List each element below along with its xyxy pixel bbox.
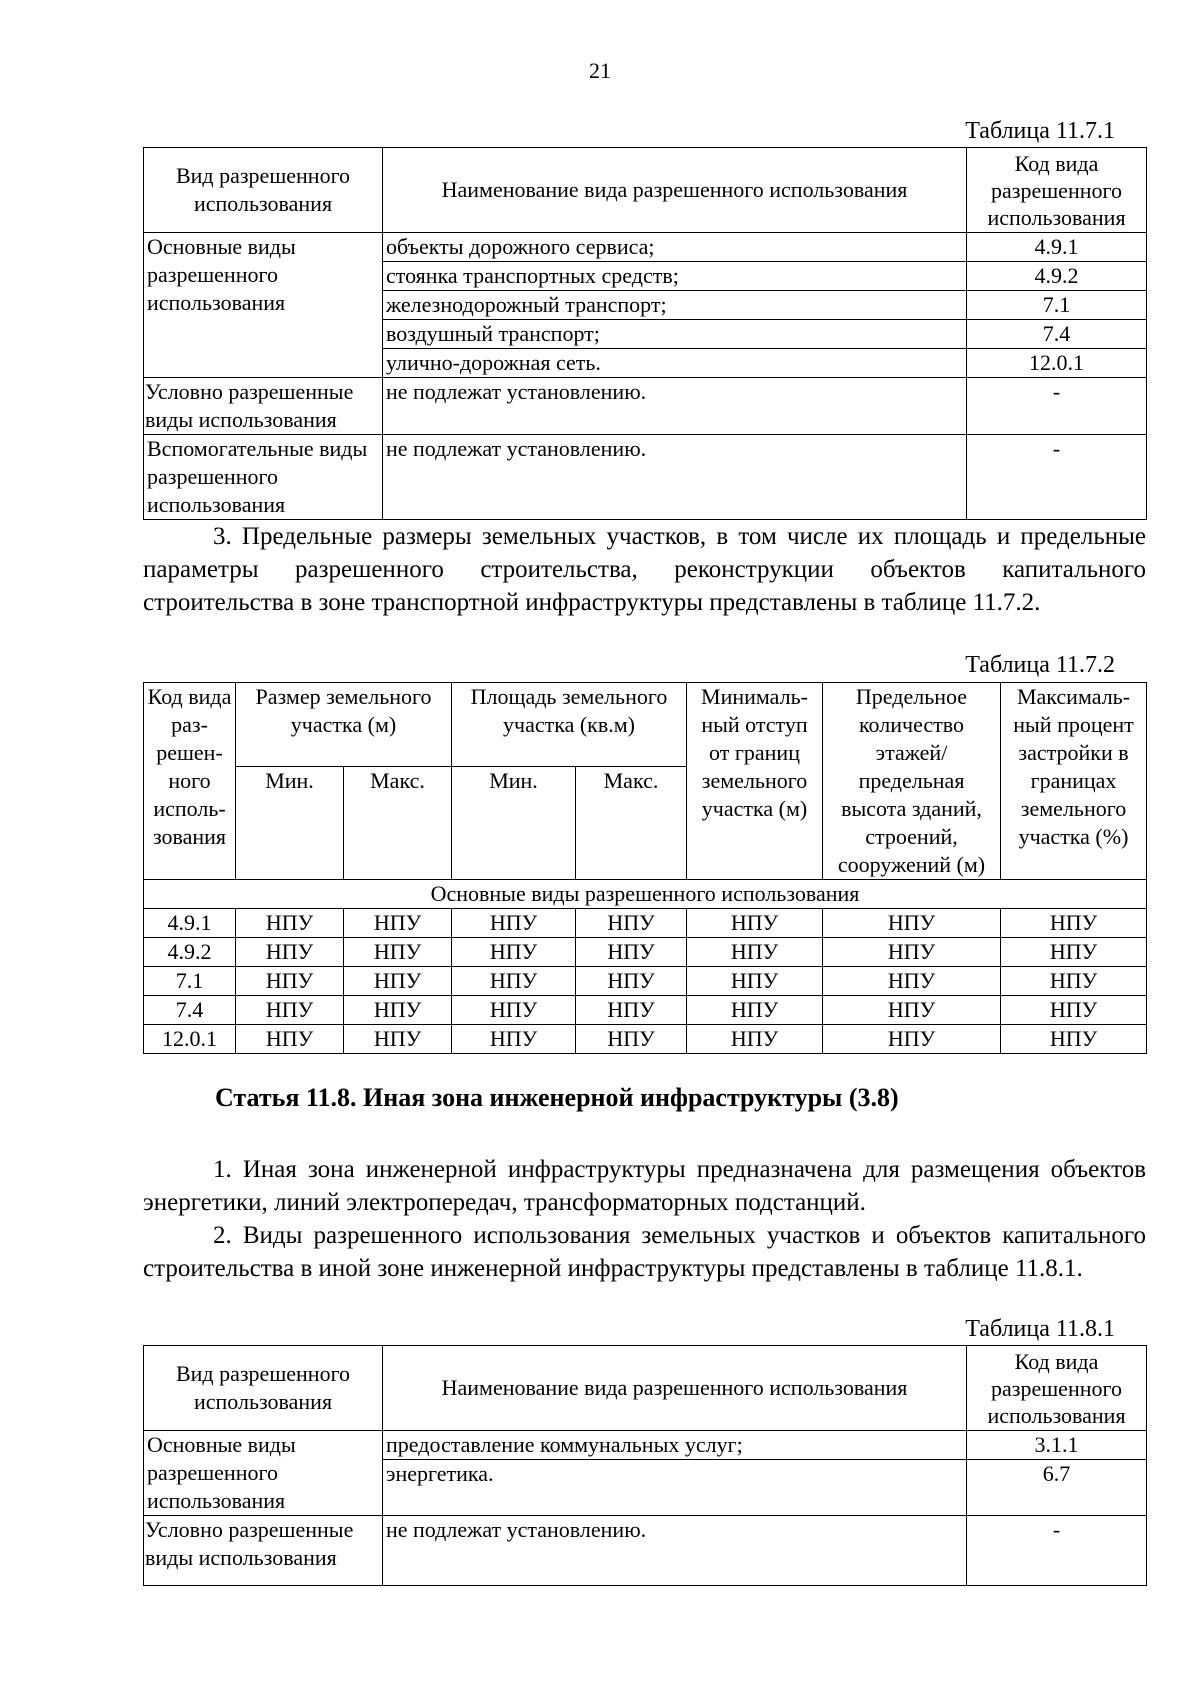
use-name: стоянка транспортных средств; [383,262,967,291]
header-floors: Предельное количество этажей/ предельная высота зданий, строений, сооружений (м) [823,683,1001,880]
cell: НПУ [1001,1025,1147,1054]
row-code: 4.9.1 [144,909,236,938]
article-heading: Статья 11.8. Иная зона инженерной инфраструктуры (3.8) [215,1083,899,1112]
use-code: 4.9.1 [967,233,1147,262]
header-area-min: Мин. [452,767,576,880]
use-code: - [967,1516,1147,1586]
cell: НПУ [344,996,452,1025]
use-code: 6.7 [967,1460,1147,1516]
section-main-uses: Основные виды разрешенного использования [144,880,1147,909]
cell: НПУ [452,909,576,938]
cell: НПУ [452,938,576,967]
cell: НПУ [236,1025,344,1054]
table-caption: Таблица 11.7.2 [965,652,1115,678]
use-name: объекты дорожного сервиса; [383,233,967,262]
cell: НПУ [452,996,576,1025]
header-area-max: Макс. [576,767,687,880]
cell: НПУ [823,996,1001,1025]
cell: НПУ [344,938,452,967]
use-name: не подлежат установлению. [383,1516,967,1586]
main-uses-label: Основные виды разрешенного использования [144,233,383,378]
paragraph-2: 2. Виды разрешенного использования земельных участков и объектов капитального строительства в иной зоне инженерной инфраструктуры представлены в таблице 11.8.1. [143,1222,1146,1282]
header-setback: Минималь-ный отступ от границ земельного участка (м) [687,683,823,880]
table-row [144,967,1147,996]
header-use-type: Вид разрешенного использования [144,1346,383,1431]
cell: НПУ [687,1025,823,1054]
header-size-min: Мин. [236,767,344,880]
cell: НПУ [1001,938,1147,967]
cell: НПУ [452,967,576,996]
conditional-uses-label: Условно разрешенные виды использования [144,1516,383,1586]
cell: НПУ [576,1025,687,1054]
cell: НПУ [236,909,344,938]
use-code: 7.4 [967,320,1147,349]
use-code: 3.1.1 [967,1431,1147,1460]
header-coverage: Максималь-ный процент застройки в границах земельного участка (%) [1001,683,1147,880]
row-code: 7.1 [144,967,236,996]
main-uses-label: Основные виды разрешенного использования [144,1431,383,1516]
cell: НПУ [236,967,344,996]
table-row [144,938,1147,967]
row-code: 4.9.2 [144,938,236,967]
header-plot-size: Размер земельного участка (м) [236,683,452,767]
cell: НПУ [576,938,687,967]
cell: НПУ [823,909,1001,938]
header-code: Код вида раз-решен-ного исполь-зования [144,683,236,880]
cell: НПУ [823,1025,1001,1054]
cell: НПУ [1001,996,1147,1025]
header-use-type: Вид разрешенного использования [144,148,383,233]
use-code: - [967,435,1147,520]
header-use-code: Код вида разрешенного использования [967,148,1147,233]
header-plot-area: Площадь земельного участка (кв.м) [452,683,687,767]
page-number: 21 [589,58,611,83]
cell: НПУ [452,1025,576,1054]
cell: НПУ [1001,909,1147,938]
cell: НПУ [236,996,344,1025]
use-name: не подлежат установлению. [383,378,967,435]
cell: НПУ [823,967,1001,996]
cell: НПУ [344,909,452,938]
row-code: 7.4 [144,996,236,1025]
cell: НПУ [576,967,687,996]
header-use-name: Наименование вида разрешенного использования [383,1346,967,1431]
table-row [144,909,1147,938]
table-caption: Таблица 11.8.1 [965,1316,1115,1342]
land-use-table-11-7-1 [143,147,1147,520]
use-code: 4.9.2 [967,262,1147,291]
cell: НПУ [823,938,1001,967]
use-name: не подлежат установлению. [383,435,967,520]
use-code: 7.1 [967,291,1147,320]
use-code: - [967,378,1147,435]
cell: НПУ [236,938,344,967]
use-name: улично-дорожная сеть. [383,349,967,378]
header-use-name: Наименование вида разрешенного использования [383,148,967,233]
land-use-table-11-8-1 [143,1345,1147,1586]
use-name: предоставление коммунальных услуг; [383,1431,967,1460]
cell: НПУ [1001,967,1147,996]
table-caption: Таблица 11.7.1 [965,118,1115,144]
row-code: 12.0.1 [144,1025,236,1054]
header-use-code: Код вида разрешенного использования [967,1346,1147,1431]
cell: НПУ [687,967,823,996]
use-name: энергетика. [383,1460,967,1516]
header-size-max: Макс. [344,767,452,880]
auxiliary-uses-label: Вспомогательные виды разрешенного использования [144,435,383,520]
cell: НПУ [344,1025,452,1054]
cell: НПУ [687,996,823,1025]
parameters-table-11-7-2 [143,682,1147,1054]
paragraph-3: 3. Предельные размеры земельных участков, в том числе их площадь и предельные параметры разрешенного строительства, реконструкции объектов капитального строительства в зоне транспортной инфраструктуры представлены в таблице 11.7.2. [143,523,1146,616]
cell: НПУ [687,909,823,938]
use-name: железнодорожный транспорт; [383,291,967,320]
cell: НПУ [687,938,823,967]
table-row [144,996,1147,1025]
cell: НПУ [576,909,687,938]
use-code: 12.0.1 [967,349,1147,378]
cell: НПУ [576,996,687,1025]
use-name: воздушный транспорт; [383,320,967,349]
cell: НПУ [344,967,452,996]
paragraph-1: 1. Иная зона инженерной инфраструктуры предназначена для размещения объектов энергетики, линий электропередач, трансформаторных подстанций. [143,1156,1146,1216]
conditional-uses-label: Условно разрешенные виды использования [144,378,383,435]
table-row [144,1025,1147,1054]
